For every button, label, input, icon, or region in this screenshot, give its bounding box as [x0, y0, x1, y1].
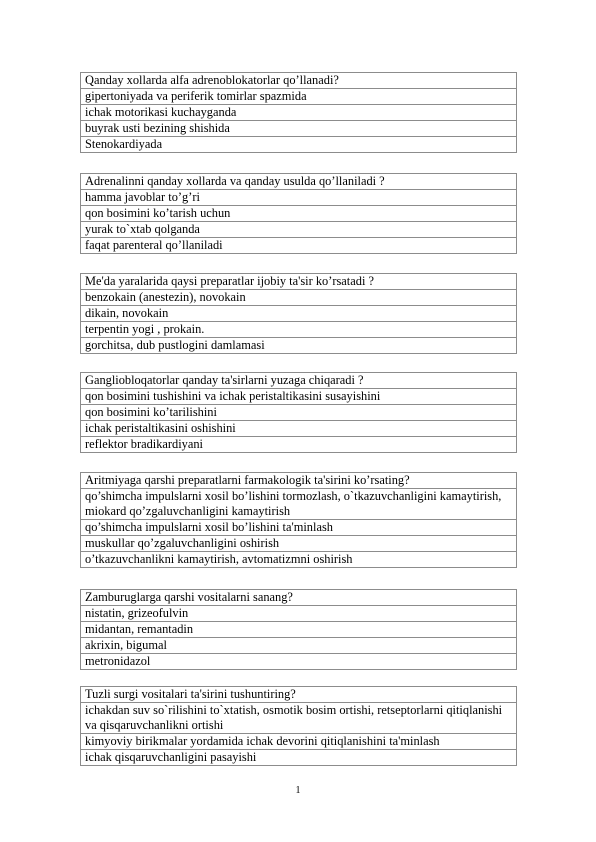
answer-option: qon bosimini ko’tarish uchun [81, 206, 517, 222]
answer-option: metronidazol [81, 654, 517, 670]
answer-option: midantan, remantadin [81, 622, 517, 638]
answer-option: terpentin yogi , prokain. [81, 322, 517, 338]
question-block-4 [80, 372, 517, 453]
answer-option: qo’shimcha impulslarni xosil bo’lishini tormozlash, o`tkazuvchanligini kamaytirish, miokard qo’zgaluvchanligini kamaytirish [81, 489, 517, 520]
answer-option: kimyoviy birikmalar yordamida ichak devorini qitiqlanishini ta'minlash [81, 734, 517, 750]
answer-option: dikain, novokain [81, 306, 517, 322]
answer-option: qo’shimcha impulslarni xosil bo’lishini ta'minlash [81, 520, 517, 536]
question-block-1 [80, 72, 517, 153]
answer-option: nistatin, grizeofulvin [81, 606, 517, 622]
question-block-6 [80, 589, 517, 670]
answer-option: buyrak usti bezining shishida [81, 121, 517, 137]
answer-option: reflektor bradikardiyani [81, 437, 517, 453]
question-text: Aritmiyaga qarshi preparatlarni farmakologik ta'sirini ko’rsating? [81, 473, 517, 489]
question-block-5 [80, 472, 517, 568]
question-text: Me'da yaralarida qaysi preparatlar ijobiy ta'sir ko’rsatadi ? [81, 274, 517, 290]
answer-option: hamma javoblar to’g’ri [81, 190, 517, 206]
answer-option: Stenokardiyada [81, 137, 517, 153]
answer-option: qon bosimini tushishini va ichak peristaltikasini susayishini [81, 389, 517, 405]
answer-option: ichak qisqaruvchanligini pasayishi [81, 750, 517, 766]
answer-option: faqat parenteral qo’llaniladi [81, 238, 517, 254]
answer-option: gorchitsa, dub pustlogini damlamasi [81, 338, 517, 354]
answer-option: gipertoniyada va periferik tomirlar spazmida [81, 89, 517, 105]
answer-option: ichakdan suv so`rilishini to`xtatish, osmotik bosim ortishi, retseptorlarni qitiqlanishi va qisqaruvchanlikni ortishi [81, 703, 517, 734]
question-block-2 [80, 173, 517, 254]
answer-option: ichak peristaltikasini oshishini [81, 421, 517, 437]
answer-option: yurak to`xtab qolganda [81, 222, 517, 238]
page-number: 1 [295, 785, 301, 796]
answer-option: ichak motorikasi kuchayganda [81, 105, 517, 121]
answer-option: akrixin, bigumal [81, 638, 517, 654]
question-text: Zamburuglarga qarshi vositalarni sanang? [81, 590, 517, 606]
question-block-7 [80, 686, 517, 766]
answer-option: benzokain (anestezin), novokain [81, 290, 517, 306]
question-block-3 [80, 273, 517, 354]
answer-option: qon bosimini ko’tarilishini [81, 405, 517, 421]
question-text: Qanday xollarda alfa adrenoblokatorlar qo’llanadi? [81, 73, 517, 89]
answer-option: o’tkazuvchanlikni kamaytirish, avtomatizmni oshirish [81, 552, 517, 568]
question-text: Tuzli surgi vositalari ta'sirini tushuntiring? [81, 687, 517, 703]
answer-option: muskullar qo’zgaluvchanligini oshirish [81, 536, 517, 552]
question-text: Gangliobloqatorlar qanday ta'sirlarni yuzaga chiqaradi ? [81, 373, 517, 389]
question-text: Adrenalinni qanday xollarda va qanday usulda qo’llaniladi ? [81, 174, 517, 190]
